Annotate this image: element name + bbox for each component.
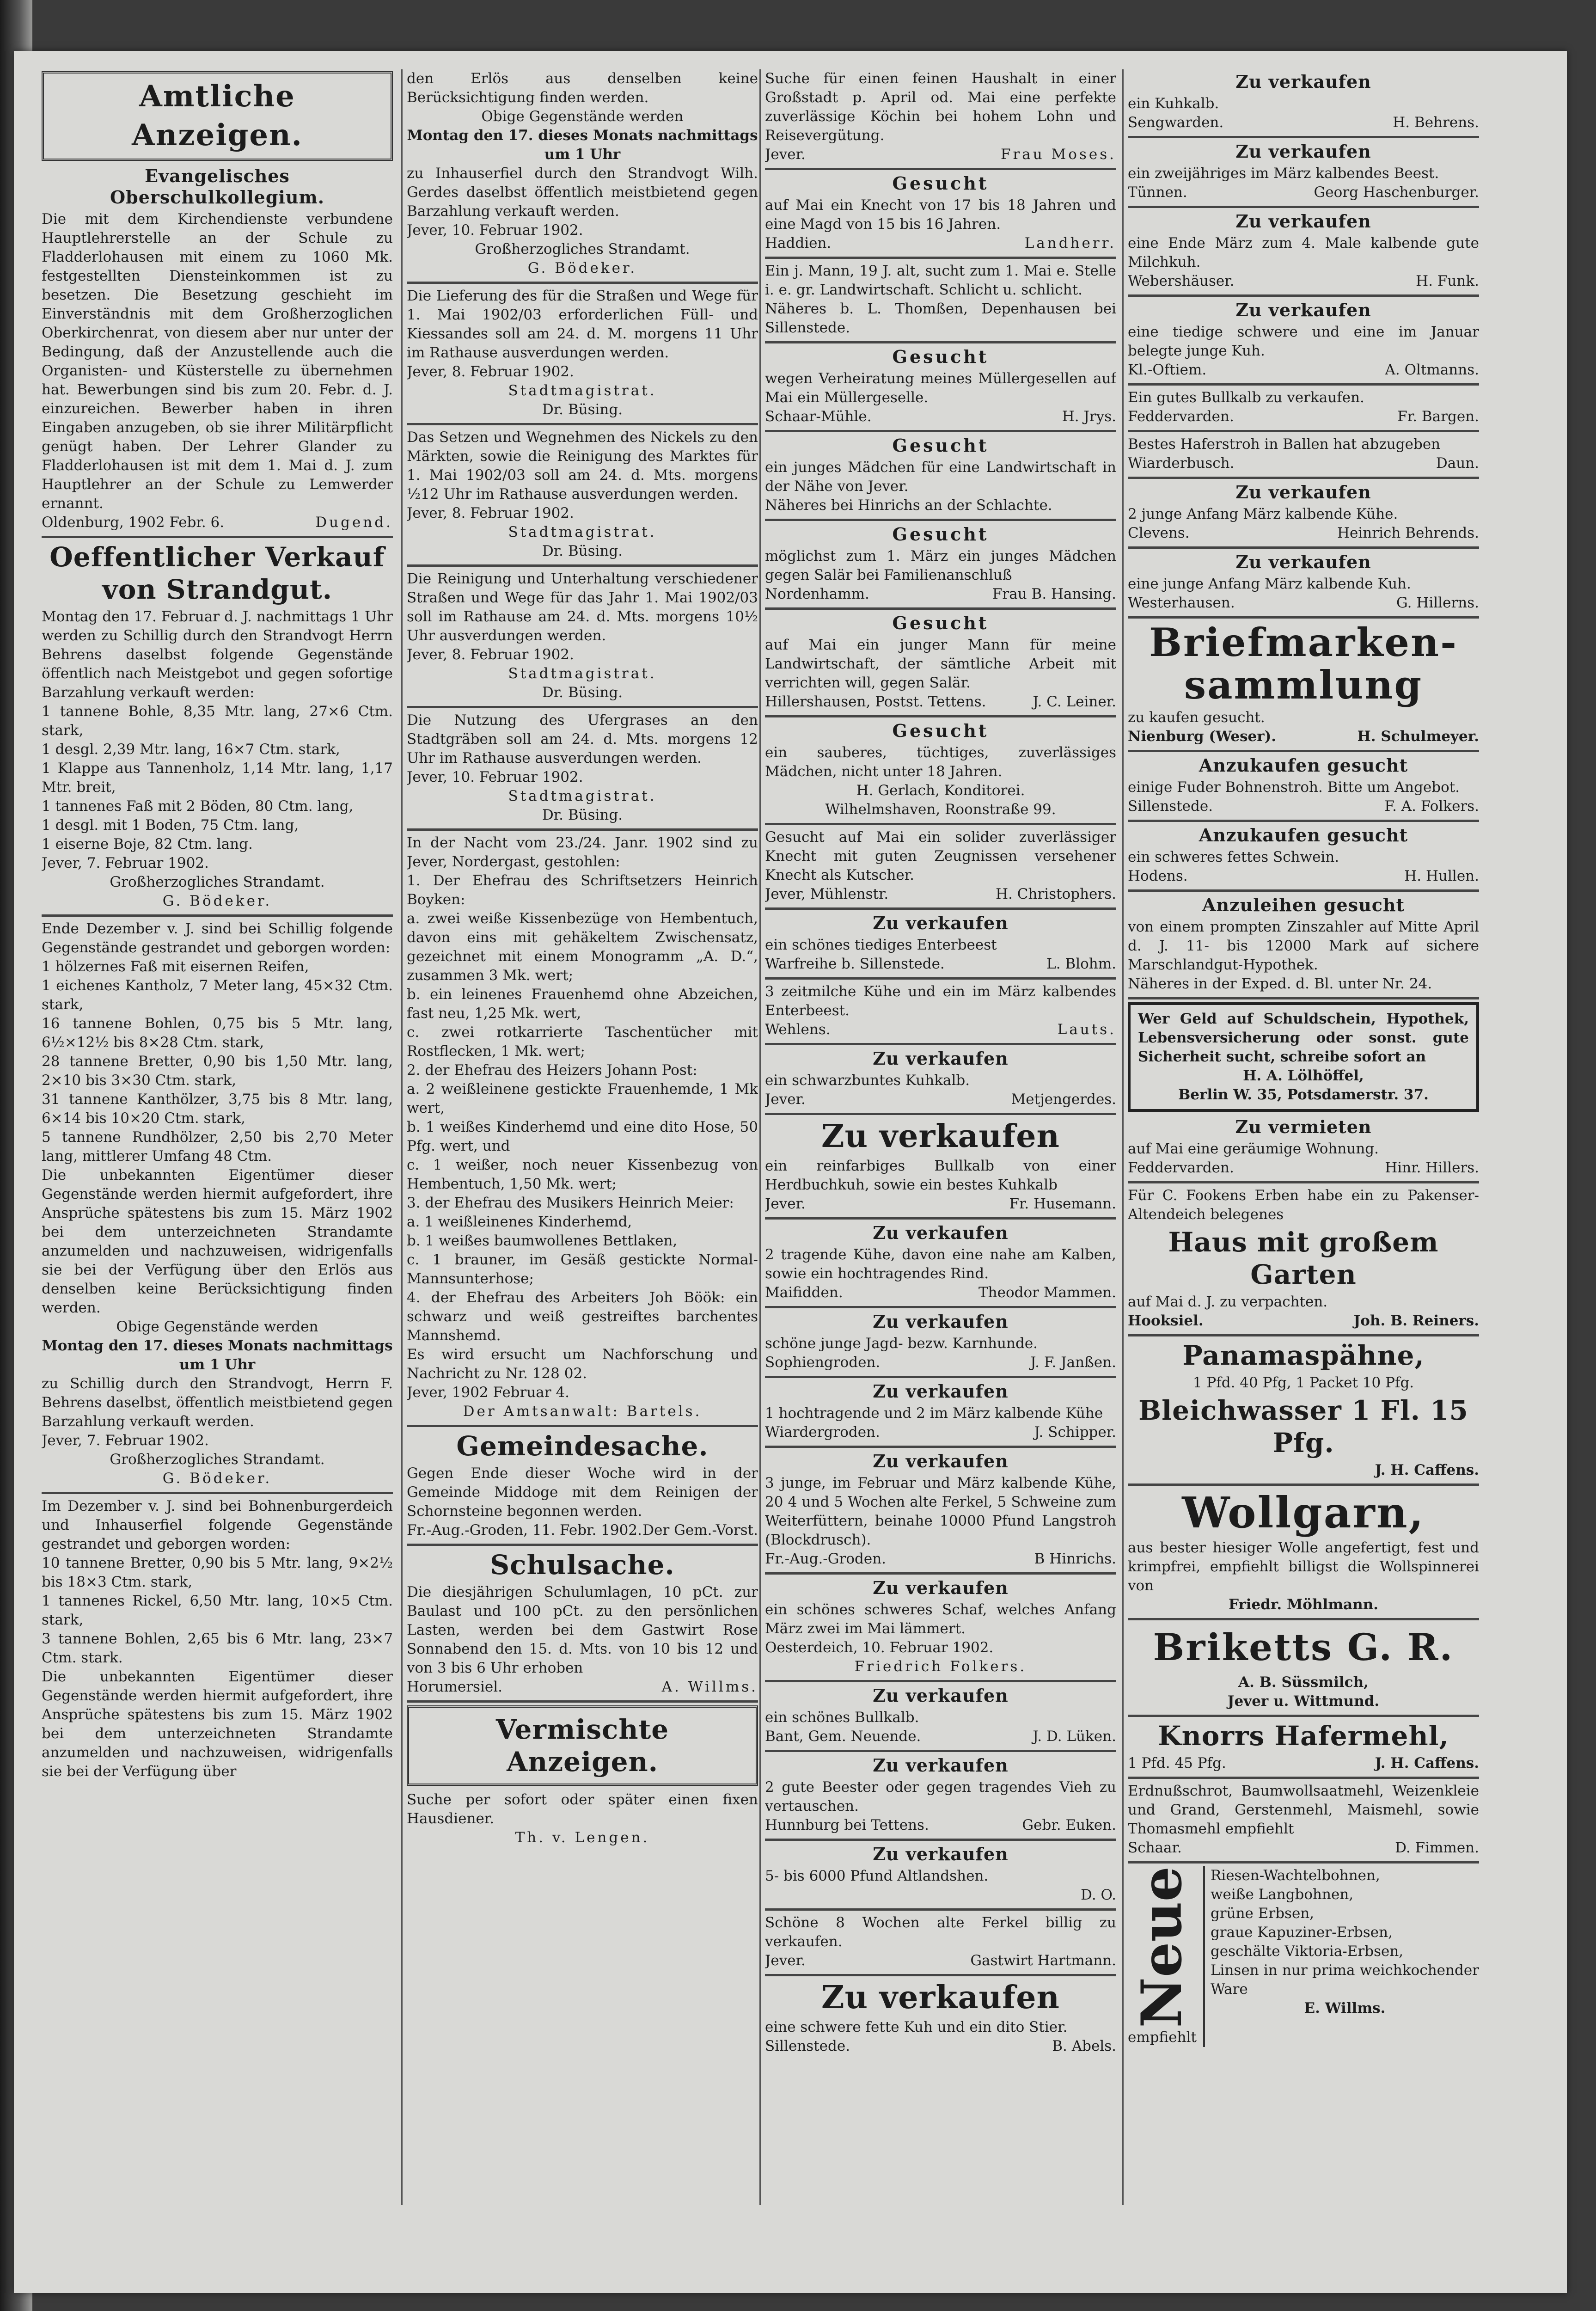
ad-signer: Gastwirt Hartmann. xyxy=(970,1952,1116,1969)
ad-text: Suche für einen feinen Haushalt in einer Großstadt p. April od. Mai eine perfekte zuverlässige Köchin bei hohem Lohn und Reisevergütung. xyxy=(765,70,1116,144)
notice-date: Montag den 17. dieses Monats nachmittags um 1 Uhr xyxy=(407,127,758,163)
ad-place: Haddien. xyxy=(765,235,832,251)
ad-place: Webershäuser. xyxy=(1128,273,1235,289)
ad-place: Feddervarden. xyxy=(1128,408,1234,425)
notice-strandgut-verkauf xyxy=(42,541,393,917)
column-rule xyxy=(759,69,761,2205)
ad-heading: Zu verkaufen xyxy=(873,1685,1009,1706)
ad-place: Hodens. xyxy=(1128,868,1188,884)
notice-text: In der Nacht vom 23./24. Janr. 1902 sind zu Jever, Nordergast, gestohlen: 1. Der Ehefrau des Schriftsetzers Heinrich Boyken: a. zwei weiße Kissenbezüge von Hembentuch, davon eins mit gehäkeltem Zwischensatz, gezeichnet mit einem Monogramm „A. D.“, zusammen 3 Mk. wert; b. ein leinenes Frauenhemd ohne Abzeichen, fast neu, 1,25 Mk. wert, c. zwei rotkarrierte Taschentücher mit Rostflecken, 1 Mk. wert; 2. der Ehefrau des Heizers Johann Post: a. 2 weißleinene gestickte Frauenhemde, 1 Mk wert, b. 1 weißes Kinderhemd und eine dito Hose, 50 Pfg. wert, und c. 1 weißer, noch neuer Kissenbezug von Hembentuch, 1,50 Mk. wert; 3. der Ehefrau des Musikers Heinrich Meier: a. 1 weißleinenes Kinderhemd, b. 1 weißes baumwollenes Bettlaken, c. 1 brauner, im Gesäß gestickte Normal-Mannsunterhose; 4. der Ehefrau des Arbeiters Joh Böök: ein schwarz und weiß gestreiftes barchentes Mannshemd. Es wird ersucht um Nachforschung und Nachricht zu Nr. 128 02. xyxy=(407,834,758,1382)
ad-signer: Th. v. Lengen. xyxy=(515,1829,650,1846)
ad-text: Ein gutes Bullkalb zu verkaufen. xyxy=(1128,389,1364,406)
ad-heading: Briketts G. R. xyxy=(1153,1625,1454,1669)
ad-heading: Anzukaufen gesucht xyxy=(1199,825,1408,846)
ad-text: auf Mai ein Knecht von 17 bis 18 Jahren und eine Magd von 15 bis 16 Jahren. xyxy=(765,197,1116,233)
ad-neue-bohnen xyxy=(1128,1866,1479,2051)
notice-oberschulkollegium xyxy=(42,166,393,538)
ad-signer: Frau Moses. xyxy=(1000,146,1116,163)
notice-signer: Dr. Büsing. xyxy=(542,543,623,559)
notice-title: Schulsache. xyxy=(490,1549,675,1581)
ad-text: 5- bis 6000 Pfund Altlandshen. xyxy=(765,1868,989,1884)
ad-hausdiener xyxy=(407,1790,758,1851)
ad-text: eine schwere fette Kuh und ein dito Stier. xyxy=(765,2019,1068,2035)
ad-briefmarken xyxy=(1128,621,1479,752)
ad-signer: Landherr. xyxy=(1024,235,1116,251)
ad-place: Schaar-Mühle. xyxy=(765,408,872,425)
ad-text: 1 Pfd. 45 Pfg. xyxy=(1128,1755,1226,1772)
notice-place: Jever, 10. Februar 1902. xyxy=(407,222,583,239)
ad-koechin xyxy=(765,69,1116,170)
ad-ferkel xyxy=(765,1913,1116,1976)
notice-place: Jever, 7. Februar 1902. xyxy=(42,855,209,871)
ad-heading: Briefmarken- sammlung xyxy=(1149,619,1458,708)
ad-text: ein zweijähriges im März kalbendes Beest. xyxy=(1128,165,1439,182)
ad-signer: H. Jrys. xyxy=(1062,408,1116,425)
ad-text: 3 zeitmilche Kühe und ein im März kalbendes Enterbeest. xyxy=(765,983,1116,1019)
notice-office: Großherzogliches Strandamt. xyxy=(110,874,325,890)
ad-geld-frame xyxy=(1128,1002,1479,1112)
ad-heading: Gesucht xyxy=(892,524,989,545)
ad-signer: D. Fimmen. xyxy=(1395,1839,1479,1856)
ad-junger-mann-landwirtschaft xyxy=(765,613,1116,717)
notice-text: Im Dezember v. J. sind bei Bohnenburgerdeich und Inhauserfiel folgende Gegenstände gestrandet und geborgen worden: xyxy=(42,1498,393,1552)
notice-markt-reinigung xyxy=(407,428,758,567)
ad-signer: H. Christophers. xyxy=(996,886,1116,902)
ad-text: 2 tragende Kühe, davon eine nahe am Kalben, sowie ein hochtragendes Rind. xyxy=(765,1246,1116,1282)
ad-place: Schaar. xyxy=(1128,1839,1182,1856)
ad-place: Nienburg (Weser). xyxy=(1128,728,1277,745)
ad-signer: Georg Haschenburger. xyxy=(1314,184,1479,201)
notice-text: Montag den 17. Februar d. J. nachmittags 1 Uhr werden zu Schillig durch den Strandvogt Herrn Behrens daselbst folgende Gegenstände öffentlich nach Meistgebot und gegen sofortige Barzahlung verkauft werden: xyxy=(42,608,393,701)
notice-text-2: zu Inhauserfiel durch den Strandvogt Wilh. Gerdes daselbst öffentlich meistbietend gegen Barzahlung verkauft werden. xyxy=(407,165,758,220)
ad-signer: Friedr. Möhlmann. xyxy=(1228,1596,1379,1613)
ad-heading: Panamaspähne, xyxy=(1182,1340,1425,1371)
notice-text: Die diesjährigen Schulumlagen, 10 pCt. zur Baulast und 100 pCt. zu den persönlichen Lasten, werden bei dem Gastwirt Rose Sonnabend den 15. d. Mts. von 10 bis 12 und von 3 bis 6 Uhr erhoben xyxy=(407,1584,758,1676)
notice-place: Jever, 7. Februar 1902. xyxy=(42,1432,209,1449)
ad-signer: Frau B. Hansing. xyxy=(992,586,1116,602)
notice-signer: Der Gem.-Vorst. xyxy=(642,1522,758,1539)
ad-place: Jever u. Wittmund. xyxy=(1227,1693,1380,1710)
ad-signer: H. Behrens. xyxy=(1393,114,1479,131)
ad-text: eine Ende März zum 4. Male kalbende gute Milchkuh. xyxy=(1128,235,1479,270)
ad-heading: Gesucht xyxy=(892,613,989,633)
ad-signer: B. Abels. xyxy=(1052,2038,1116,2054)
ad-text: eine junge Anfang März kalbende Kuh. xyxy=(1128,576,1411,592)
notice-schulsache xyxy=(407,1549,758,1703)
ad-text: ein reinfarbiges Bullkalb von einer Herdbuchkuh, sowie ein bestes Kuhkalb xyxy=(765,1158,1116,1193)
ad-text: ein schönes tiediges Enterbeest xyxy=(765,937,997,953)
ad-kuhkalb-sengwarden xyxy=(1128,71,1479,138)
ad-heading: Zu verkaufen xyxy=(821,1979,1060,2016)
ad-text: 3 junge, im Februar und März kalbende Kühe, 20 4 und 5 Wochen alte Ferkel, 5 Schweine zum Weiterfüttern, beinahe 10000 Pfund Langstroh (Blockdrusch). xyxy=(765,1475,1116,1548)
ad-signer: E. Willms. xyxy=(1304,2000,1386,2017)
ad-heading: Zu verkaufen xyxy=(873,1311,1009,1332)
notice-signer: A. Willms. xyxy=(661,1679,758,1695)
notice-strassen-reinigung xyxy=(407,570,758,708)
ad-place: Berlin W. 35, Potsdamerstr. 37. xyxy=(1178,1086,1429,1103)
notice-office: Stadtmagistrat. xyxy=(508,788,657,804)
ad-text: einige Fuder Bohnenstroh. Bitte um Angebot. xyxy=(1128,779,1460,796)
ad-haus-garten xyxy=(1128,1186,1479,1336)
ad-altlandshen xyxy=(765,1844,1116,1911)
ad-place: Wiarderbusch. xyxy=(1128,455,1235,472)
column-rule xyxy=(401,69,403,2205)
notice-text: Gegen Ende dieser Woche wird in der Gemeinde Middoge mit dem Reinigen der Schornsteine begonnen werden. xyxy=(407,1465,758,1520)
ad-milchkuh xyxy=(1128,211,1479,297)
ad-fette-kuh xyxy=(765,1979,1116,2060)
ad-signer: H. Gerlach, Konditorei. xyxy=(856,782,1025,799)
ad-heading: Zu verkaufen xyxy=(873,1451,1009,1471)
ad-jagdhunde xyxy=(765,1311,1116,1378)
ad-signer: Hinr. Hillers. xyxy=(1385,1159,1479,1176)
notice-signer: Dr. Büsing. xyxy=(542,807,623,823)
notice-title: Evangelisches Oberschulkollegium. xyxy=(110,166,324,208)
notice-text: den Erlös aus denselben keine Berücksichtigung finden werden. xyxy=(407,70,758,106)
ad-place: Westerhausen. xyxy=(1128,595,1235,611)
ad-text: ein schwarzbuntes Kuhkalb. xyxy=(765,1072,970,1089)
ad-place: Bant, Gem. Neuende. xyxy=(765,1728,921,1745)
ad-text: Für C. Fookens Erben habe ein zu Pakenser-Altendeich belegenes xyxy=(1128,1187,1479,1223)
notice-office: Stadtmagistrat. xyxy=(508,524,657,540)
notice-place: Jever, 8. Februar 1902. xyxy=(407,505,574,521)
ad-knorrs-hafermehl xyxy=(1128,1720,1479,1779)
column-1 xyxy=(42,69,393,2205)
ad-place: Oesterdeich, 10. Februar 1902. xyxy=(765,1639,994,1656)
ad-signer: H. Hullen. xyxy=(1404,868,1479,884)
ad-heading: Anzukaufen gesucht xyxy=(1199,755,1408,776)
ad-signer: A. B. Süssmilch, xyxy=(1238,1674,1369,1691)
ad-text: aus bester hiesiger Wolle angefertigt, fest und krimpfrei, empfiehlt billigst die Wollspinnerei von xyxy=(1128,1539,1479,1594)
ad-haferstroh xyxy=(1128,435,1479,479)
ad-signer: Joh. B. Reiners. xyxy=(1353,1312,1479,1329)
ad-wohnung xyxy=(1128,1116,1479,1183)
ad-bullkalb-feddervarden xyxy=(1128,388,1479,432)
ad-signer: Friedrich Folkers. xyxy=(854,1658,1027,1675)
notice-signer: Dugend. xyxy=(315,514,393,531)
notice-ufergras xyxy=(407,711,758,831)
ad-heading: Zu verkaufen xyxy=(821,1118,1060,1155)
ad-text: 1 hochtragende und 2 im März kalbende Kühe xyxy=(765,1405,1103,1422)
ad-place: Sillenstede. xyxy=(765,2038,850,2054)
ad-zeitmilche-kuehe xyxy=(765,982,1116,1045)
item-list: 10 tannene Bretter, 0,90 bis 5 Mtr. lang, 9×2½ bis 18×3 Ctm. stark, 1 tannenes Rickel, 6,50 Mtr. lang, 10×5 Ctm. stark, 3 tannene Bohlen, 2,65 bis 6 Mtr. lang, 23×7 Ctm. stark. xyxy=(42,1555,393,1666)
notice-place: Jever, 10. Februar 1902. xyxy=(407,769,583,785)
notice-text-3: zu Schillig durch den Strandvogt, Herrn F. Behrens daselbst, öffentlich meistbietend gegen Barzahlung verkauft werden. xyxy=(42,1375,393,1430)
notice-diebstahl xyxy=(407,834,758,1427)
ad-signer: Metjengerdes. xyxy=(1011,1091,1116,1108)
notice-obige: Obige Gegenstände werden xyxy=(481,108,684,125)
ad-kuh-westerhausen xyxy=(1128,552,1479,619)
notice-ende-dezember xyxy=(42,919,393,1494)
ad-anzuleihen xyxy=(1128,895,1479,999)
ad-kuehe-ferkel-stroh xyxy=(765,1451,1116,1575)
ad-muellergeselle xyxy=(765,346,1116,432)
notice-text: Ende Dezember v. J. sind bei Schillig folgende Gegenstände gestrandet und geborgen worden: xyxy=(42,920,393,956)
notice-date: Montag den 17. dieses Monats nachmittags um 1 Uhr xyxy=(42,1337,393,1373)
ad-bohnenstroh xyxy=(1128,755,1479,822)
notice-im-dezember xyxy=(42,1497,393,1785)
vermischte-header-frame xyxy=(407,1705,758,1786)
ad-place: Hunnburg bei Tettens. xyxy=(765,1817,929,1833)
ad-heading: Anzuleihen gesucht xyxy=(1202,895,1405,915)
ad-signer: H. Schulmeyer. xyxy=(1357,728,1479,745)
notice-place: Jever, 1902 Februar 4. xyxy=(407,1384,570,1401)
ad-maedchen-landwirtschaft xyxy=(765,435,1116,521)
ad-schaf xyxy=(765,1577,1116,1682)
ad-signer: D. O. xyxy=(1081,1887,1116,1903)
ad-signer: Fr. Husemann. xyxy=(1009,1195,1116,1212)
ad-briketts xyxy=(1128,1623,1479,1717)
notice-signer: Dr. Büsing. xyxy=(542,684,623,701)
amtliche-header-frame xyxy=(42,71,393,161)
notice-place: Fr.-Aug.-Groden, 11. Febr. 1902. xyxy=(407,1522,642,1539)
notice-lieferung xyxy=(407,287,758,425)
section-header: Amtliche Anzeigen. xyxy=(132,79,303,153)
section-header: Vermischte Anzeigen. xyxy=(495,1714,669,1778)
ad-hochtragende-kuh xyxy=(765,1381,1116,1448)
ad-heading: Wollgarn, xyxy=(1182,1488,1425,1538)
notice-office: Stadtmagistrat. xyxy=(508,665,657,682)
ad-heading: Zu verkaufen xyxy=(873,913,1009,933)
ad-text: Riesen-Wachtelbohnen, weiße Langbohnen, grüne Erbsen, graue Kapuziner-Erbsen, geschälte Viktoria-Erbsen, Linsen in nur prima weichkochender Ware xyxy=(1210,1867,1479,1998)
ad-place: Wiardergroden. xyxy=(765,1424,880,1441)
ad-heading: Knorrs Hafermehl, xyxy=(1158,1720,1449,1752)
column-2 xyxy=(407,69,758,2205)
ad-schwein xyxy=(1128,825,1479,892)
ad-signer: F. A. Folkers. xyxy=(1384,798,1479,815)
ad-place: Sillenstede. xyxy=(1128,798,1213,815)
ad-place: Jever. xyxy=(765,1195,806,1212)
ad-bullkalb-bant xyxy=(765,1685,1116,1752)
ad-bullkalb-herdbuch xyxy=(765,1118,1116,1220)
ad-heading: Zu verkaufen xyxy=(1235,71,1371,92)
ad-heading: Gesucht xyxy=(892,435,989,456)
ad-signer: Lauts. xyxy=(1057,1021,1116,1038)
ad-text: Wer Geld auf Schuldschein, Hypothek, Lebensversicherung oder sonst. gute Sicherheit sucht, schreibe sofort an xyxy=(1138,1011,1469,1065)
ad-signer: Heinrich Behrends. xyxy=(1337,525,1479,541)
ad-beester xyxy=(765,1755,1116,1841)
ad-signer: J. H. Caffens. xyxy=(1375,1755,1479,1772)
ad-heading: Zu verkaufen xyxy=(1235,211,1371,232)
ad-text: schöne junge Jagd- bezw. Karnhunde. xyxy=(765,1335,1038,1352)
ad-place: Maifidden. xyxy=(765,1284,843,1301)
notice-text: Die mit dem Kirchendienste verbundene Hauptlehrerstelle an der Schule zu Fladderlohausen mit einem zu 1060 Mk. festgestellten Diensteinkommen ist zu besetzen. Die Besetzung geschieht im Einverständnis mit dem Großherzoglichen Oberkirchenrat, von diesem aber nur unter der Bedingung, daß der Anzustellende auch die Organisten- und Küsterstelle zu übernehmen hat. Bewerbungen sind bis zum 20. Febr. d. J. einzureichen. Bewerber haben in ihren Eingaben anzugeben, ob sie ihrer Militärpflicht genügt haben. Der Lehrer Glander zu Fladderlohausen ist mit dem 1. Mai d. J. zum Hauptlehrer an der Schule zu Lemwerder ernannt. xyxy=(42,211,393,512)
ad-text: möglichst zum 1. März ein junges Mädchen gegen Salär bei Familienanschluß xyxy=(765,548,1116,583)
ad-junge-kuh xyxy=(1128,300,1479,386)
ad-konditorei xyxy=(765,720,1116,825)
ad-text: Erdnußschrot, Baumwollsaatmehl, Weizenkleie und Grand, Gerstenmehl, Maismehl, sowie Thomasmehl empfiehlt xyxy=(1128,1783,1479,1837)
ad-place: Sengwarden. xyxy=(1128,114,1224,131)
notice-place: Horumersiel. xyxy=(407,1679,502,1695)
ad-text-2: auf Mai d. J. zu verpachten. xyxy=(1128,1293,1328,1310)
column-rule xyxy=(1122,69,1124,2205)
notice-gemeindesache xyxy=(407,1430,758,1546)
notice-text: Die Reinigung und Unterhaltung verschiedener Straßen und Wege für das Jahr 1. Mai 1902/03 soll im Rathause am 24. d. Mts. morgens 10½ Uhr ausverdungen werden. xyxy=(407,570,758,644)
ad-heading: Zu vermieten xyxy=(1235,1116,1372,1137)
ad-text: ein schönes Bullkalb. xyxy=(765,1709,919,1726)
ad-heading: Gesucht xyxy=(892,173,989,194)
ad-place: Clevens. xyxy=(1128,525,1190,541)
ad-maedchen-nordenhamm xyxy=(765,524,1116,610)
ad-text: Suche per sofort oder später einen fixen Hausdiener. xyxy=(407,1791,758,1827)
notice-signer: G. Bödeker. xyxy=(162,893,272,909)
ad-enterbeest xyxy=(765,913,1116,980)
ad-text: 2 junge Anfang März kalbende Kühe. xyxy=(1128,506,1398,522)
ad-signer: Theodor Mammen. xyxy=(978,1284,1116,1301)
ad-signer: G. Hillerns. xyxy=(1396,595,1479,611)
ad-empfiehlt: empfiehlt xyxy=(1128,2029,1197,2046)
notice-signer: G. Bödeker. xyxy=(527,260,637,276)
ad-text: Bestes Haferstroh in Ballen hat abzugeben xyxy=(1128,436,1441,453)
ad-signer: J. F. Janßen. xyxy=(1030,1354,1116,1371)
notice-signer: G. Bödeker. xyxy=(162,1470,272,1487)
ad-place: Warfreihe b. Sillenstede. xyxy=(765,956,945,972)
ad-signer: J. C. Leiner. xyxy=(1033,693,1116,710)
ad-text: Gesucht auf Mai ein solider zuverlässiger Knecht mit guten Zeugnissen versehener Knecht als Kutscher. xyxy=(765,829,1116,883)
ad-text: Schöne 8 Wochen alte Ferkel billig zu verkaufen. xyxy=(765,1914,1116,1950)
ad-place: Wilhelmshaven, Roonstraße 99. xyxy=(825,801,1056,818)
ad-place: Wehlens. xyxy=(765,1021,831,1038)
ad-heading: Zu verkaufen xyxy=(873,1755,1009,1776)
ad-text: zu kaufen gesucht. xyxy=(1128,709,1265,726)
ad-place: Tünnen. xyxy=(1128,184,1187,201)
notice-text-2: Die unbekannten Eigentümer dieser Gegenstände werden hiermit aufgefordert, ihre Ansprüche spätestens bis zum 15. März 1902 bei dem unterzeichneten Strandamte anzumelden und nachzuweisen, widrigenfalls sie bei der Verfügung über xyxy=(42,1668,393,1780)
ad-heading: Haus mit großem Garten xyxy=(1168,1226,1439,1290)
ad-place: Sophiengroden. xyxy=(765,1354,881,1371)
ad-panama-bleichwasser xyxy=(1128,1339,1479,1486)
notice-obige: Obige Gegenstände werden xyxy=(116,1318,318,1335)
ad-signer: J. D. Lüken. xyxy=(1033,1728,1116,1745)
ad-text: auf Mai ein junger Mann für meine Landwirtschaft, der sämtliche Arbeit mit verrichten will, gegen Salär. xyxy=(765,637,1116,691)
ad-kutscher xyxy=(765,828,1116,910)
ad-gesucht-knecht xyxy=(765,173,1116,259)
ad-place: Kl.-Oftiem. xyxy=(1128,362,1207,378)
ad-text: von einem prompten Zinszahler auf Mitte April d. J. 11- bis 12000 Mark auf sichere Marschlandgut-Hypothek. Näheres in der Exped. d. Bl. unter Nr. 24. xyxy=(1128,919,1479,992)
ad-heading: Zu verkaufen xyxy=(873,1577,1009,1598)
ad-place: Fr.-Aug.-Groden. xyxy=(765,1551,887,1567)
ad-heading: Zu verkaufen xyxy=(1235,300,1371,320)
ad-place: Jever, Mühlenstr. xyxy=(765,886,889,902)
ad-place: Jever. xyxy=(765,146,806,163)
column-3 xyxy=(765,69,1116,2205)
notice-office: Großherzogliches Strandamt. xyxy=(110,1451,325,1468)
notice-text: Die Lieferung des für die Straßen und Wege für 1. Mai 1902/03 erforderlichen Füll- und Kiessandes soll am 24. d. M. morgens 11 Uhr im Rathause ausverdungen werden. xyxy=(407,288,758,361)
ad-text: ein Kuhkalb. xyxy=(1128,95,1219,112)
ad-heading: Zu verkaufen xyxy=(873,1844,1009,1864)
item-list: 1 hölzernes Faß mit eisernen Reifen, 1 eichenes Kantholz, 7 Meter lang, 45×32 Ctm. stark, 16 tannene Bohlen, 0,75 bis 5 Mtr. lang, 6½×12½ bis 8×28 Ctm. stark, 28 tannene Bretter, 0,90 bis 1,50 Mtr. lang, 2×10 bis 3×30 Ctm. stark, 31 tannene Kanthölzer, 3,75 bis 8 Mtr. lang, 6×14 bis 10×20 Ctm. stark, 5 tannene Rundhölzer, 2,50 bis 2,70 Meter lang, mittlerer Umfang 48 Ctm. xyxy=(42,958,393,1165)
ad-tragende-kuehe xyxy=(765,1222,1116,1308)
notice-place: Jever, 8. Februar 1902. xyxy=(407,363,574,380)
ad-text: ein schönes schweres Schaf, welches Anfang März zwei im Mai lämmert. xyxy=(765,1601,1116,1637)
notice-signer: Der Amtsanwalt: Bartels. xyxy=(463,1403,702,1420)
ad-heading: Zu verkaufen xyxy=(1235,482,1371,503)
ad-signer: J. H. Caffens. xyxy=(1375,1462,1479,1478)
ad-heading: Neue xyxy=(1129,1866,1195,2028)
ad-text: wegen Verheiratung meines Müllergesellen auf Mai ein Müllergeselle. xyxy=(765,370,1116,406)
ad-text: Ein j. Mann, 19 J. alt, sucht zum 1. Mai e. Stelle i. e. gr. Landwirtschaft. Schlicht u. schlicht. Näheres b. L. Thomßen, Depenhausen bei Sillenstede. xyxy=(765,263,1116,336)
ad-place: Hooksiel. xyxy=(1128,1312,1204,1329)
ad-heading: Zu verkaufen xyxy=(1235,141,1371,162)
ad-heading: Zu verkaufen xyxy=(873,1222,1009,1243)
ad-beest-tuennen xyxy=(1128,141,1479,208)
notice-signer: Dr. Büsing. xyxy=(542,401,623,418)
ad-place: Hillershausen, Postst. Tettens. xyxy=(765,693,986,710)
column-4 xyxy=(1128,69,1479,2205)
ad-heading: Gesucht xyxy=(892,720,989,741)
notice-text: Die Nutzung des Ufergrases an den Stadtgräben soll am 24. d. Mts. morgens 12 Uhr im Rathause ausverdungen werden. xyxy=(407,712,758,766)
ad-signer: L. Blohm. xyxy=(1046,956,1116,972)
notice-text: Das Setzen und Wegnehmen des Nickels zu den Märkten, sowie die Reinigung des Marktes für 1. Mai 1902/03 soll am 24. d. Mts. morgens ½12 Uhr im Rathause ausverdungen werden. xyxy=(407,429,758,503)
ad-junger-mann xyxy=(765,262,1116,343)
ad-signer: Fr. Bargen. xyxy=(1397,408,1479,425)
ad-text: eine tiedige schwere und eine im Januar belegte junge Kuh. xyxy=(1128,324,1479,359)
notice-office: Großherzogliches Strandamt. xyxy=(475,241,690,257)
ad-heading: Zu verkaufen xyxy=(873,1048,1009,1069)
item-list: 1 tannene Bohle, 8,35 Mtr. lang, 27×6 Ctm. stark, 1 desgl. 2,39 Mtr. lang, 16×7 Ctm. stark, 1 Klappe aus Tannenholz, 1,14 Mtr. lang, 1,17 Mtr. breit, 1 tannenes Faß mit 2 Böden, 80 Ctm. lang, 1 desgl. mit 1 Boden, 75 Ctm. lang, 1 eiserne Boje, 82 Ctm. lang. xyxy=(42,703,393,852)
ad-heading-2: Bleichwasser 1 Fl. 15 Pfg. xyxy=(1138,1395,1468,1459)
ad-signer: Gebr. Euken. xyxy=(1022,1817,1116,1833)
notice-title: Gemeindesache. xyxy=(456,1430,709,1462)
ad-heading: Zu verkaufen xyxy=(873,1381,1009,1402)
ad-signer: Daun. xyxy=(1436,455,1479,472)
notice-continuation xyxy=(407,69,758,284)
ad-signer: B Hinrichs. xyxy=(1034,1551,1116,1567)
ad-place: Jever. xyxy=(765,1952,806,1969)
ad-text: auf Mai eine geräumige Wohnung. xyxy=(1128,1140,1379,1157)
ad-wollgarn xyxy=(1128,1489,1479,1620)
ad-heading: Zu verkaufen xyxy=(1235,552,1371,572)
notice-place: Jever, 8. Februar 1902. xyxy=(407,646,574,663)
ad-text: ein schweres fettes Schwein. xyxy=(1128,849,1339,865)
ad-place: Nordenhamm. xyxy=(765,586,869,602)
ad-place: Jever. xyxy=(765,1091,806,1108)
ad-heading: Gesucht xyxy=(892,346,989,367)
ad-signer: A. Oltmanns. xyxy=(1385,362,1479,378)
ad-signer: H. A. Lölhöffel, xyxy=(1243,1067,1364,1084)
notice-place: Oldenburg, 1902 Febr. 6. xyxy=(42,514,225,531)
ad-kuehe-clevens xyxy=(1128,482,1479,549)
notice-title: Oeffentlicher Verkauf von Strandgut. xyxy=(49,541,385,605)
ad-text: 1 Pfd. 40 Pfg, 1 Packet 10 Pfg. xyxy=(1192,1374,1414,1391)
notice-text-2: Die unbekannten Eigentümer dieser Gegenstände werden hiermit aufgefordert, ihre Ansprüche spätestens bis zum 15. März 1902 bei dem unterzeichneten Strandamte anzumelden und nachzuweisen, widrigenfalls sie bei der Verfügung über den Erlös aus denselben keine Berücksichtigung finden werden. xyxy=(42,1167,393,1316)
ad-text: ein sauberes, tüchtiges, zuverlässiges Mädchen, nicht unter 18 Jahren. xyxy=(765,744,1116,780)
ad-kuhkalb-jever xyxy=(765,1048,1116,1115)
ad-text: ein junges Mädchen für eine Landwirtschaft in der Nähe von Jever. Näheres bei Hinrichs an der Schlachte. xyxy=(765,459,1116,514)
ad-signer: H. Funk. xyxy=(1416,273,1479,289)
notice-office: Stadtmagistrat. xyxy=(508,382,657,399)
ad-text: 2 gute Beester oder gegen tragendes Vieh zu vertauschen. xyxy=(765,1779,1116,1814)
ad-erdnussschrot xyxy=(1128,1782,1479,1864)
ad-place: Feddervarden. xyxy=(1128,1159,1234,1176)
ad-signer: J. Schipper. xyxy=(1034,1424,1116,1441)
